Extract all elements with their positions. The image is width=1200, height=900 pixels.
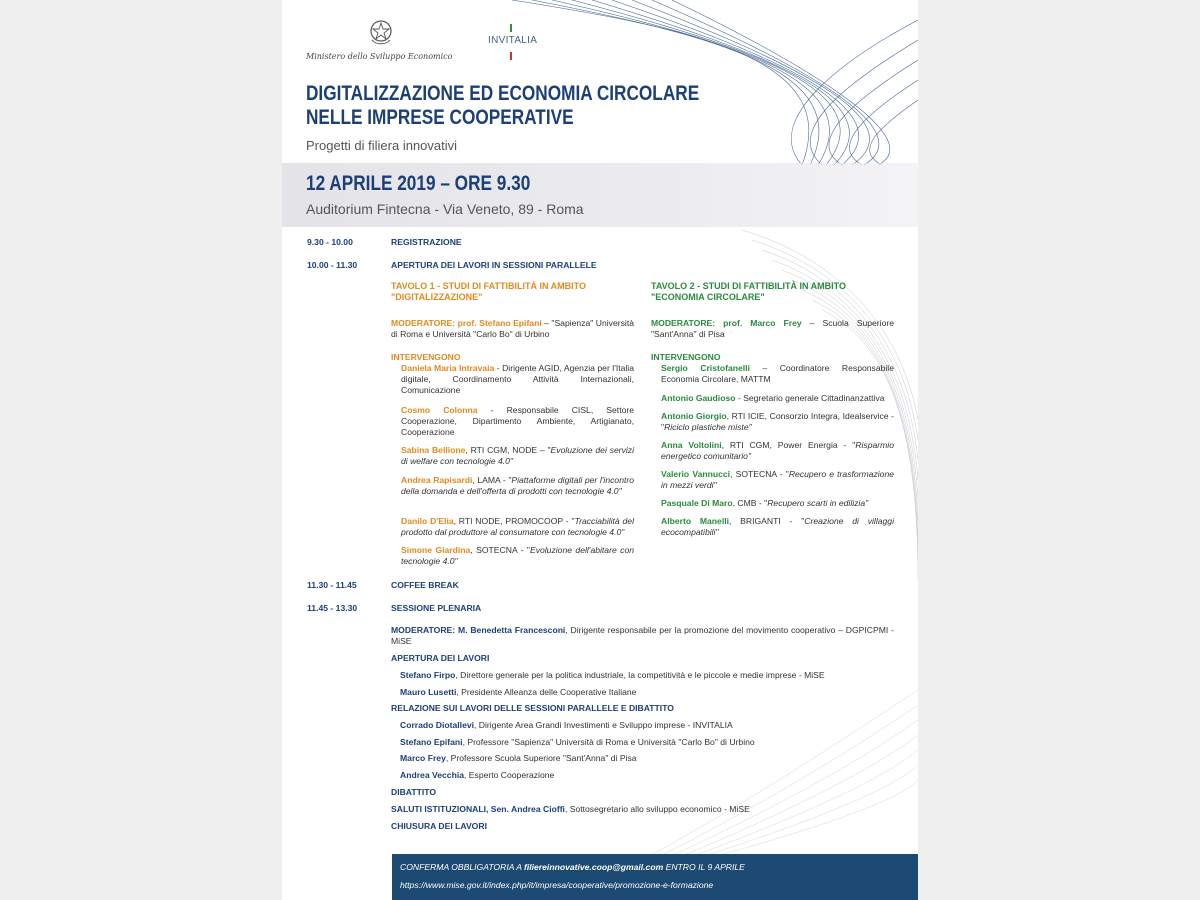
speaker-text: , Professore "Sapienza" Università di Roma e Università "Carlo Bo" di Urbino	[462, 737, 755, 747]
speaker-item	[661, 363, 894, 385]
tavolo-1-intervengono: INTERVENGONO	[391, 352, 461, 362]
time-s1: 9.30 - 10.00	[307, 237, 353, 247]
flag-red-mark	[510, 52, 512, 60]
speaker-text: , RTI CGM, NODE – "	[465, 445, 551, 455]
rsvp-line	[400, 862, 745, 872]
speaker-text: - Dirigente AGID, Agenzia per l'Italia digitale, Coordinamento Attività Internazionali, Comunicazione	[401, 363, 634, 395]
rsvp-email-link[interactable]: filiereinnovative.coop@gmail.com	[524, 862, 664, 872]
time-s4: 11.45 - 13.30	[307, 603, 358, 613]
saluti-label: SALUTI ISTITUZIONALI, Sen. Andrea Cioffi	[391, 804, 565, 814]
mise-url-link[interactable]: https://www.mise.gov.it/index.php/it/impresa/cooperative/promozione-e-formazione	[400, 880, 714, 890]
event-date: 12 APRILE 2019 – ORE 9.30	[306, 172, 531, 195]
tavolo-2-intervengono: INTERVENGONO	[651, 352, 721, 362]
speaker-name: Stefano Firpo	[400, 670, 456, 680]
talk-title: Recupero scarti in edilizia"	[767, 498, 869, 508]
moderator-label: MODERATORE: M. Benedetta Francesconi	[391, 625, 566, 635]
speaker-name: Sergio Cristofanelli	[661, 363, 750, 373]
saluti-text: , Sottosegretario allo sviluppo economico - MiSE	[564, 804, 750, 814]
speaker-item	[401, 545, 634, 567]
tavolo-2-title	[651, 281, 891, 303]
speaker-name: Cosmo Colonna	[401, 405, 478, 415]
speaker-name: Mauro Lusetti	[400, 687, 457, 697]
speaker-item	[400, 753, 637, 764]
section-coffee-break: COFFEE BREAK	[391, 580, 459, 590]
chiusura-lavori: CHIUSURA DEI LAVORI	[391, 821, 487, 831]
speaker-name: Danilo D'Elia	[401, 516, 454, 526]
footer-band	[392, 854, 918, 900]
speaker-text: - Segretario generale Cittadinanzattiva	[735, 393, 885, 403]
moderator-text: – Scuola Superiore "Sant'Anna" di Pisa	[651, 318, 894, 339]
talk-title: Evoluzione dell'abitare con tecnologie 4.0"	[401, 545, 635, 566]
tavolo-2-moderator	[651, 318, 894, 340]
speaker-text: , Professore Scuola Superiore "Sant'Anna" di Pisa	[445, 753, 637, 763]
speaker-text: , SOTECNA - "	[730, 469, 789, 479]
speaker-name: Antonio Giorgio	[661, 411, 727, 421]
talk-title: Riciclo plastiche miste"	[664, 422, 752, 432]
page-title	[306, 82, 699, 130]
section-sessioni-parallele: APERTURA DEI LAVORI IN SESSIONI PARALLELE	[391, 260, 597, 270]
tavolo-1-title-line-1: TAVOLO 1 - STUDI DI FATTIBILITÀ IN AMBITO	[391, 281, 586, 291]
time-s2: 10.00 - 11.30	[307, 260, 358, 270]
tavolo-1-title-line-2: "DIGITALIZZAZIONE"	[391, 292, 483, 302]
speaker-name: Sabina Bellione	[401, 445, 466, 455]
talk-title: Risparmio energetico comunitario"	[661, 440, 894, 461]
speaker-name: Marco Frey	[400, 753, 446, 763]
speaker-item	[400, 687, 636, 698]
speaker-item	[400, 670, 825, 681]
moderator-text: – "Sapienza" Università di Roma e Università "Carlo Bo" di Urbino	[391, 318, 634, 339]
talk-title: Recupero e trasformazione in mezzi verdi"	[661, 469, 894, 490]
speaker-text: , SOTECNA - "	[470, 545, 530, 555]
speaker-name: Alberto Manelli	[661, 516, 729, 526]
tavolo-1-moderator	[391, 318, 634, 340]
dibattito: DIBATTITO	[391, 787, 437, 797]
speaker-item	[661, 393, 894, 404]
subtitle: Progetti di filiera innovativi	[306, 138, 458, 153]
speaker-item	[661, 498, 894, 509]
event-venue: Auditorium Fintecna - Via Veneto, 89 - Roma	[306, 201, 584, 217]
speaker-name: Simone Giardina	[401, 545, 471, 555]
rsvp-suffix: ENTRO IL 9 APRILE	[663, 862, 745, 872]
time-s3: 11.30 - 11.45	[307, 580, 357, 590]
plenaria-moderator	[391, 625, 894, 647]
invitalia-logo	[488, 22, 548, 62]
talk-title: Creazione di villaggi ecocompatibili"	[661, 516, 894, 537]
speaker-name: Antonio Gaudioso	[661, 393, 736, 403]
speaker-name: Pasquale Di Maro	[661, 498, 733, 508]
flyer-page	[282, 0, 918, 900]
speaker-item	[400, 737, 755, 748]
speaker-text: , Esperto Cooperazione	[464, 770, 555, 780]
moderator-label: MODERATORE: prof. Marco Frey	[651, 318, 802, 328]
flag-green-mark	[510, 24, 512, 32]
speaker-item	[401, 405, 634, 438]
rsvp-prefix: CONFERMA OBBLIGATORIA A	[400, 862, 524, 872]
speaker-item	[401, 445, 634, 467]
speaker-item	[661, 440, 894, 462]
section-registrazione: REGISTRAZIONE	[391, 237, 462, 247]
speaker-text: , BRIGANTI - "	[729, 516, 805, 526]
tavolo-2-title-line-2: "ECONOMIA CIRCOLARE"	[651, 292, 765, 302]
ministry-name: Ministero dello Sviluppo Economico	[306, 52, 453, 61]
speaker-text: , LAMA - "	[472, 475, 512, 485]
speaker-name: Stefano Epifani	[400, 737, 463, 747]
speaker-text: , RTI CGM, Power Energia - "	[721, 440, 856, 450]
speaker-item	[401, 475, 634, 497]
speaker-name: Valerio Vannucci	[661, 469, 731, 479]
speaker-name: Andrea Vecchia	[400, 770, 465, 780]
speaker-name: Andrea Rapisardi	[401, 475, 473, 485]
speaker-item	[661, 411, 894, 433]
moderator-label: MODERATORE: prof. Stefano Epifani	[391, 318, 542, 328]
speaker-text: , CMB - "	[732, 498, 768, 508]
moderator-text: , Dirigente responsabile per la promozione del movimento cooperativo – DGPICPMI - MiSE	[391, 625, 894, 646]
speaker-item	[661, 516, 894, 538]
speaker-text: , Dirigente Area Grandi Investimenti e Sviluppo imprese - INVITALIA	[474, 720, 733, 730]
speaker-item	[400, 720, 733, 731]
speaker-text: , Presidente Alleanza delle Cooperative Italiane	[456, 687, 637, 697]
invitalia-name: INVITALIA	[488, 35, 538, 46]
apertura-lavori: APERTURA DEI LAVORI	[391, 653, 490, 663]
italian-emblem-icon	[368, 18, 394, 46]
saluti-istituzionali	[391, 804, 750, 815]
talk-title: Evoluzione dei servizi di welfare con tecnologie 4.0"	[401, 445, 634, 466]
speaker-text: - Responsabile CISL, Settore Cooperazione, Dipartimento Ambiente, Artigianato, Cooperazione	[401, 405, 635, 437]
speaker-item	[661, 469, 894, 491]
talk-title: Tracciabilità del prodotto dal produttore al consumatore con tecnologie 4.0"	[401, 516, 634, 537]
speaker-name: Daniela Maria Intravaia	[401, 363, 495, 373]
speaker-text: , RTI ICIE, Consorzio Integra, Idealservice - "	[661, 411, 894, 432]
speaker-text: , RTI NODE, PROMOCOOP - "	[453, 516, 575, 526]
relazione-sessioni: RELAZIONE SUI LAVORI DELLE SESSIONI PARALLELE E DIBATTITO	[391, 703, 674, 713]
speaker-item	[401, 516, 634, 538]
speaker-item	[401, 363, 634, 396]
title-line-2: NELLE IMPRESE COOPERATIVE	[306, 106, 574, 129]
tavolo-1-title	[391, 281, 631, 303]
speaker-name: Corrado Diotallevi	[400, 720, 475, 730]
talk-title: Piattaforme digitali per l'incontro della domanda e dell'offerta di prodotti con tecnologie 4.0"	[401, 475, 634, 496]
section-plenaria: SESSIONE PLENARIA	[391, 603, 482, 613]
speaker-text: , Direttore generale per la politica industriale, la competitività e le piccole e medie imprese - MiSE	[455, 670, 825, 680]
speaker-text: – Coordinatore Responsabile Economia Circolare, MATTM	[661, 363, 894, 384]
speaker-item	[400, 770, 554, 781]
speaker-name: Anna Voltolini	[661, 440, 722, 450]
tavolo-2-title-line-1: TAVOLO 2 - STUDI DI FATTIBILITÀ IN AMBITO	[651, 281, 846, 291]
title-line-1: DIGITALIZZAZIONE ED ECONOMIA CIRCOLARE	[306, 82, 700, 105]
